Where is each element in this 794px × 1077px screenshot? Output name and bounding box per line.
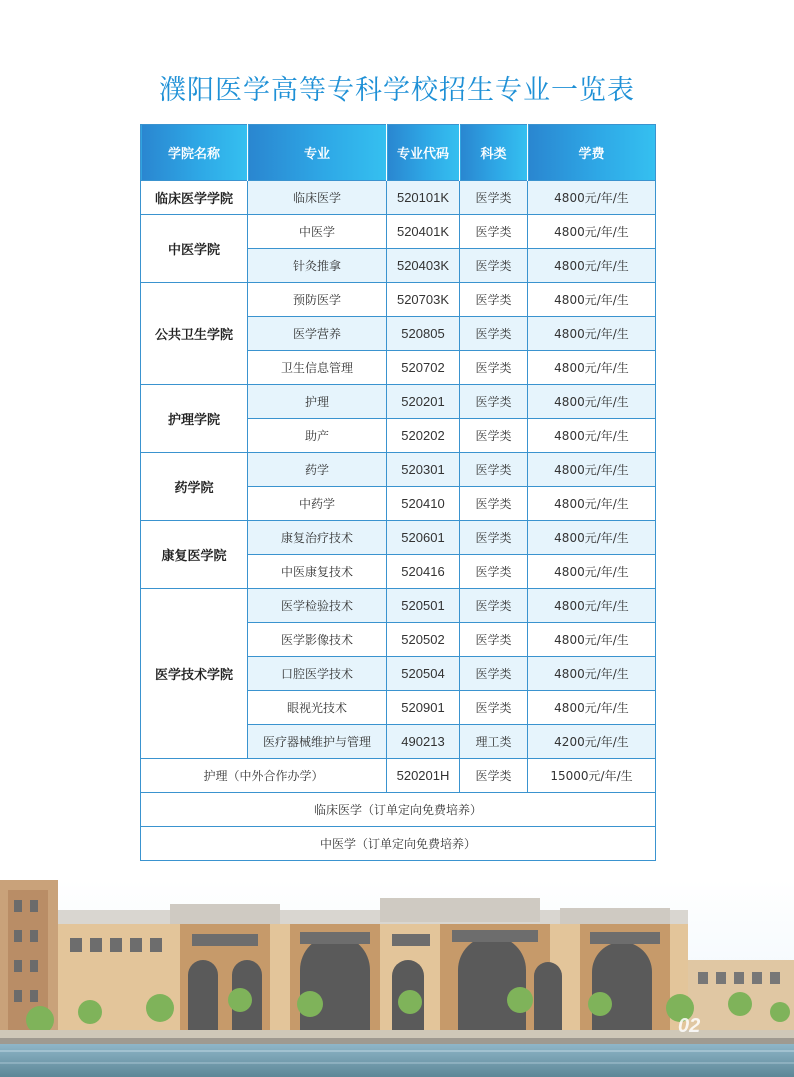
tuition-fee: 4800元/年/生: [528, 657, 656, 691]
major-code: 520201: [387, 385, 460, 419]
major-name: 针灸推拿: [248, 249, 387, 283]
major-code: 520901: [387, 691, 460, 725]
tuition-fee: 4800元/年/生: [528, 215, 656, 249]
header-major: 专业: [248, 125, 387, 181]
college-name: 护理学院: [141, 385, 248, 453]
tuition-fee: 4800元/年/生: [528, 317, 656, 351]
tuition-fee: 4800元/年/生: [528, 589, 656, 623]
college-name: 医学技术学院: [141, 589, 248, 759]
joint-program-row: [141, 759, 656, 793]
major-name: 医疗器械维护与管理: [248, 725, 387, 759]
table-row: [141, 453, 656, 487]
header-college: 学院名称: [141, 125, 248, 181]
major-category: 医学类: [460, 521, 528, 555]
major-code: 520805: [387, 317, 460, 351]
major-name: 康复治疗技术: [248, 521, 387, 555]
major-code: 520101K: [387, 181, 460, 215]
tuition-fee: 4800元/年/生: [528, 385, 656, 419]
major-name: 药学: [248, 453, 387, 487]
major-category: 医学类: [460, 419, 528, 453]
table-row: [141, 181, 656, 215]
major-name: 助产: [248, 419, 387, 453]
table-row: [141, 521, 656, 555]
major-code: 520504: [387, 657, 460, 691]
major-name: 护理: [248, 385, 387, 419]
tuition-fee: 4800元/年/生: [528, 487, 656, 521]
major-code: 520601: [387, 521, 460, 555]
joint-program-code: 520201H: [387, 759, 460, 793]
tuition-fee: 4800元/年/生: [528, 283, 656, 317]
joint-program-fee: 15000元/年/生: [528, 759, 656, 793]
major-name: 口腔医学技术: [248, 657, 387, 691]
free-program-row: [141, 827, 656, 861]
major-category: 医学类: [460, 555, 528, 589]
tuition-fee: 4800元/年/生: [528, 555, 656, 589]
table-row: [141, 283, 656, 317]
major-category: 理工类: [460, 725, 528, 759]
major-code: 520501: [387, 589, 460, 623]
college-name: 公共卫生学院: [141, 283, 248, 385]
tuition-fee: 4800元/年/生: [528, 419, 656, 453]
major-name: 医学检验技术: [248, 589, 387, 623]
major-code: 520403K: [387, 249, 460, 283]
table-row: [141, 589, 656, 623]
tuition-fee: 4200元/年/生: [528, 725, 656, 759]
major-name: 卫生信息管理: [248, 351, 387, 385]
college-name: 康复医学院: [141, 521, 248, 589]
tuition-fee: 4800元/年/生: [528, 181, 656, 215]
major-code: 520301: [387, 453, 460, 487]
header-category: 科类: [460, 125, 528, 181]
major-code: 490213: [387, 725, 460, 759]
major-category: 医学类: [460, 249, 528, 283]
page-title: 濮阳医学高等专科学校招生专业一览表: [159, 75, 635, 106]
major-code: 520703K: [387, 283, 460, 317]
header-fee: 学费: [528, 125, 656, 181]
campus-building-illustration: [0, 880, 794, 1077]
tuition-fee: 4800元/年/生: [528, 453, 656, 487]
major-code: 520502: [387, 623, 460, 657]
major-code: 520702: [387, 351, 460, 385]
table-header-row: [141, 125, 656, 181]
table-row: [141, 385, 656, 419]
college-name: 中医学院: [141, 215, 248, 283]
free-program-label: 中医学（订单定向免费培养）: [141, 827, 656, 861]
major-category: 医学类: [460, 623, 528, 657]
major-code: 520202: [387, 419, 460, 453]
tuition-fee: 4800元/年/生: [528, 623, 656, 657]
free-program-label: 临床医学（订单定向免费培养）: [141, 793, 656, 827]
major-category: 医学类: [460, 317, 528, 351]
major-code: 520416: [387, 555, 460, 589]
major-name: 中药学: [248, 487, 387, 521]
major-name: 中医学: [248, 215, 387, 249]
major-category: 医学类: [460, 215, 528, 249]
major-name: 预防医学: [248, 283, 387, 317]
major-category: 医学类: [460, 589, 528, 623]
major-category: 医学类: [460, 487, 528, 521]
major-category: 医学类: [460, 691, 528, 725]
major-category: 医学类: [460, 351, 528, 385]
college-name: 临床医学学院: [141, 181, 248, 215]
major-category: 医学类: [460, 385, 528, 419]
major-name: 眼视光技术: [248, 691, 387, 725]
tuition-fee: 4800元/年/生: [528, 249, 656, 283]
tuition-fee: 4800元/年/生: [528, 691, 656, 725]
major-category: 医学类: [460, 283, 528, 317]
major-code: 520410: [387, 487, 460, 521]
table-row: [141, 215, 656, 249]
tuition-fee: 4800元/年/生: [528, 351, 656, 385]
college-name: 药学院: [141, 453, 248, 521]
joint-program-category: 医学类: [460, 759, 528, 793]
major-name: 临床医学: [248, 181, 387, 215]
joint-program-label: 护理（中外合作办学）: [141, 759, 387, 793]
header-code: 专业代码: [387, 125, 460, 181]
major-category: 医学类: [460, 453, 528, 487]
major-name: 医学影像技术: [248, 623, 387, 657]
major-code: 520401K: [387, 215, 460, 249]
page-number: 02: [678, 1015, 701, 1037]
major-name: 医学营养: [248, 317, 387, 351]
tuition-fee: 4800元/年/生: [528, 521, 656, 555]
campus-photo: [0, 880, 794, 1077]
majors-table: [140, 124, 656, 861]
major-category: 医学类: [460, 181, 528, 215]
major-name: 中医康复技术: [248, 555, 387, 589]
free-program-row: [141, 793, 656, 827]
major-category: 医学类: [460, 657, 528, 691]
table-body: [141, 181, 656, 861]
